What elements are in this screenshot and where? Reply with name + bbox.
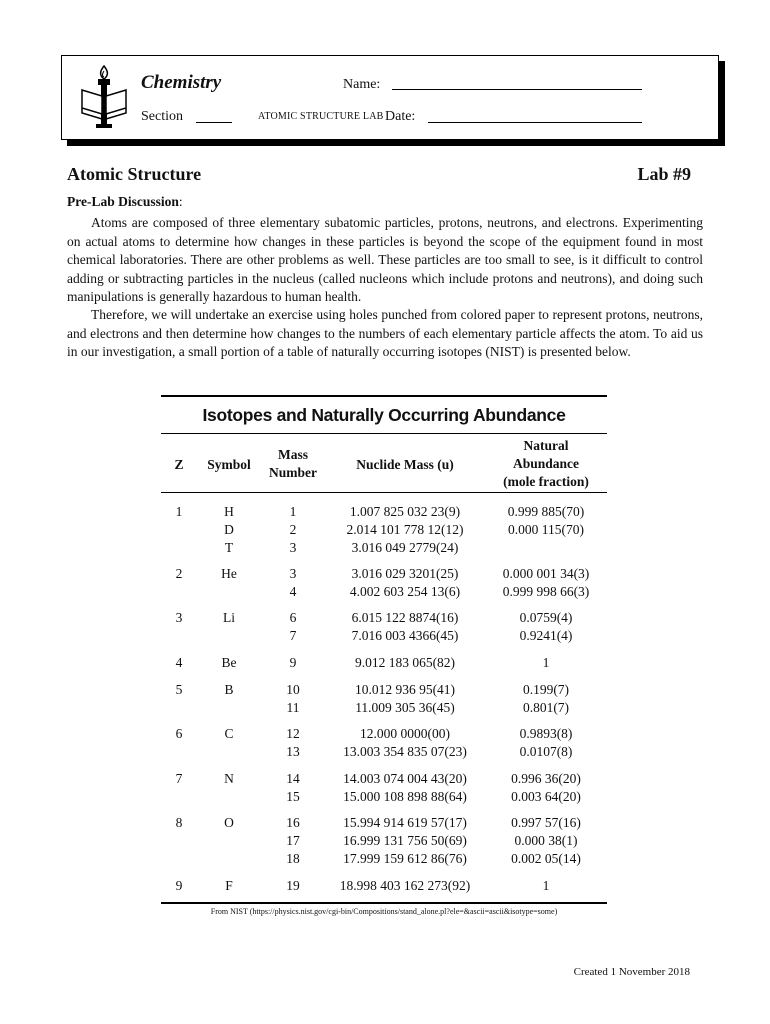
cell-nuclide: 15.994 914 619 57(17) 16.999 131 756 50(69) 17.999 159 612 86(76) <box>343 815 467 866</box>
cell-nuclide: 9.012 183 065(82) <box>354 655 456 670</box>
header-nuclide-mass: Nuclide Mass (u) <box>356 457 454 472</box>
cell-nuclide: 18.998 403 162 273(92) <box>339 878 471 893</box>
cell-mass: 19 <box>286 878 300 893</box>
cell-abundance: 0.0759(4) 0.9241(4) <box>519 610 573 643</box>
cell-z: 1 <box>175 504 183 519</box>
paragraph: Atoms are composed of three elementary subatomic particles, protons, neutrons, and electrons. Experimenting on actual atoms to determine how changes in these particles is beyond the scope of the equipment found in most chemical laboratories. There are other problems as well. These particles are too small to see, is it difficult to control adding or subtracting particles in the nucleus (called nucleons which include protons and neutrons), and doing such manipulations is generally hazardous to human health. <box>67 215 703 304</box>
cell-abundance: 1 <box>542 655 550 670</box>
cell-z: 2 <box>175 566 183 581</box>
cell-nuclide: 12.000 0000(00) 13.003 354 835 07(23) <box>343 726 467 759</box>
cell-z: 6 <box>175 726 183 741</box>
cell-nuclide: 14.003 074 004 43(20) 15.000 108 898 88(64) <box>343 771 467 804</box>
cell-mass: 1 2 3 <box>289 504 297 555</box>
cell-z: 9 <box>175 878 183 893</box>
created-date: Created 1 November 2018 <box>573 966 690 978</box>
cell-z: 7 <box>175 771 183 786</box>
name-label: Name: <box>343 77 381 92</box>
cell-symbol: H D T <box>224 504 234 555</box>
cell-symbol: He <box>221 566 237 581</box>
cell-symbol: O <box>224 815 234 830</box>
cell-abundance: 0.999 885(70) 0.000 115(70) <box>507 504 585 537</box>
cell-nuclide: 3.016 029 3201(25) 4.002 603 254 13(6) <box>349 566 461 599</box>
cell-z: 8 <box>175 815 183 830</box>
cell-mass: 3 4 <box>289 566 297 599</box>
table-title-rule <box>161 433 607 434</box>
table-top-rule <box>161 395 607 397</box>
date-label: Date: <box>385 109 416 124</box>
table-header-rule <box>161 492 607 493</box>
cell-z: 3 <box>175 610 183 625</box>
cell-nuclide: 1.007 825 032 23(9) 2.014 101 778 12(12) 3.016 049 2779(24) <box>346 504 464 555</box>
name-field[interactable] <box>392 89 642 90</box>
header-symbol: Symbol <box>207 457 251 472</box>
cell-nuclide: 6.015 122 8874(16) 7.016 003 4366(45) <box>351 610 459 643</box>
cell-z: 5 <box>175 682 183 697</box>
cell-abundance: 0.9893(8) 0.0107(8) <box>519 726 573 759</box>
cell-symbol: N <box>224 771 234 786</box>
cell-abundance: 0.997 57(16) 0.000 38(1) 0.002 05(14) <box>511 815 581 866</box>
cell-nuclide: 10.012 936 95(41) 11.009 305 36(45) <box>354 682 456 715</box>
cell-mass: 16 17 18 <box>286 815 300 866</box>
cell-mass: 10 11 <box>286 682 300 715</box>
cell-symbol: Be <box>221 655 237 670</box>
header-box <box>61 55 719 140</box>
date-field[interactable] <box>428 122 642 123</box>
header-natural-abundance: Natural Abundance (mole fraction) <box>503 438 589 489</box>
cell-z: 4 <box>175 655 183 670</box>
cell-mass: 9 <box>289 655 297 670</box>
cell-symbol: C <box>224 726 234 741</box>
cell-symbol: B <box>224 682 234 697</box>
cell-abundance: 1 <box>542 878 550 893</box>
page-title: Atomic Structure <box>67 164 202 184</box>
lab-name: ATOMIC STRUCTURE LAB <box>258 111 384 122</box>
section-field[interactable] <box>196 122 232 123</box>
cell-abundance: 0.000 001 34(3) 0.999 998 66(3) <box>502 566 590 599</box>
cell-symbol: F <box>225 878 233 893</box>
prelab-heading: Pre-Lab Discussion: <box>67 194 183 209</box>
cell-mass: 12 13 <box>286 726 300 759</box>
section-label: Section <box>141 109 183 124</box>
torch-book-logo-icon <box>80 64 128 130</box>
header-z: Z <box>174 457 184 472</box>
course-title: Chemistry <box>141 72 222 93</box>
cell-abundance: 0.199(7) 0.801(7) <box>522 682 570 715</box>
cell-abundance: 0.996 36(20) 0.003 64(20) <box>511 771 581 804</box>
header-mass-number: Mass Number <box>269 447 317 480</box>
cell-symbol: Li <box>223 610 235 625</box>
table-source: From NIST (https://physics.nist.gov/cgi-bin/Compositions/stand_alone.pl?ele=&ascii=ascii&isotype=some) <box>210 907 558 916</box>
table-bottom-rule <box>161 902 607 904</box>
cell-mass: 6 7 <box>289 610 297 643</box>
cell-mass: 14 15 <box>286 771 300 804</box>
table-title: Isotopes and Naturally Occurring Abundance <box>202 405 566 425</box>
paragraph: Therefore, we will undertake an exercise using holes punched from colored paper to represent protons, neutrons, and electrons and then determine how changes to the numbers of each elementary particle affects the atom. To aid us in our investigation, a small portion of a table of naturally occurring isotopes (NIST) is presented below. <box>67 307 703 359</box>
lab-number: Lab #9 <box>637 164 691 184</box>
